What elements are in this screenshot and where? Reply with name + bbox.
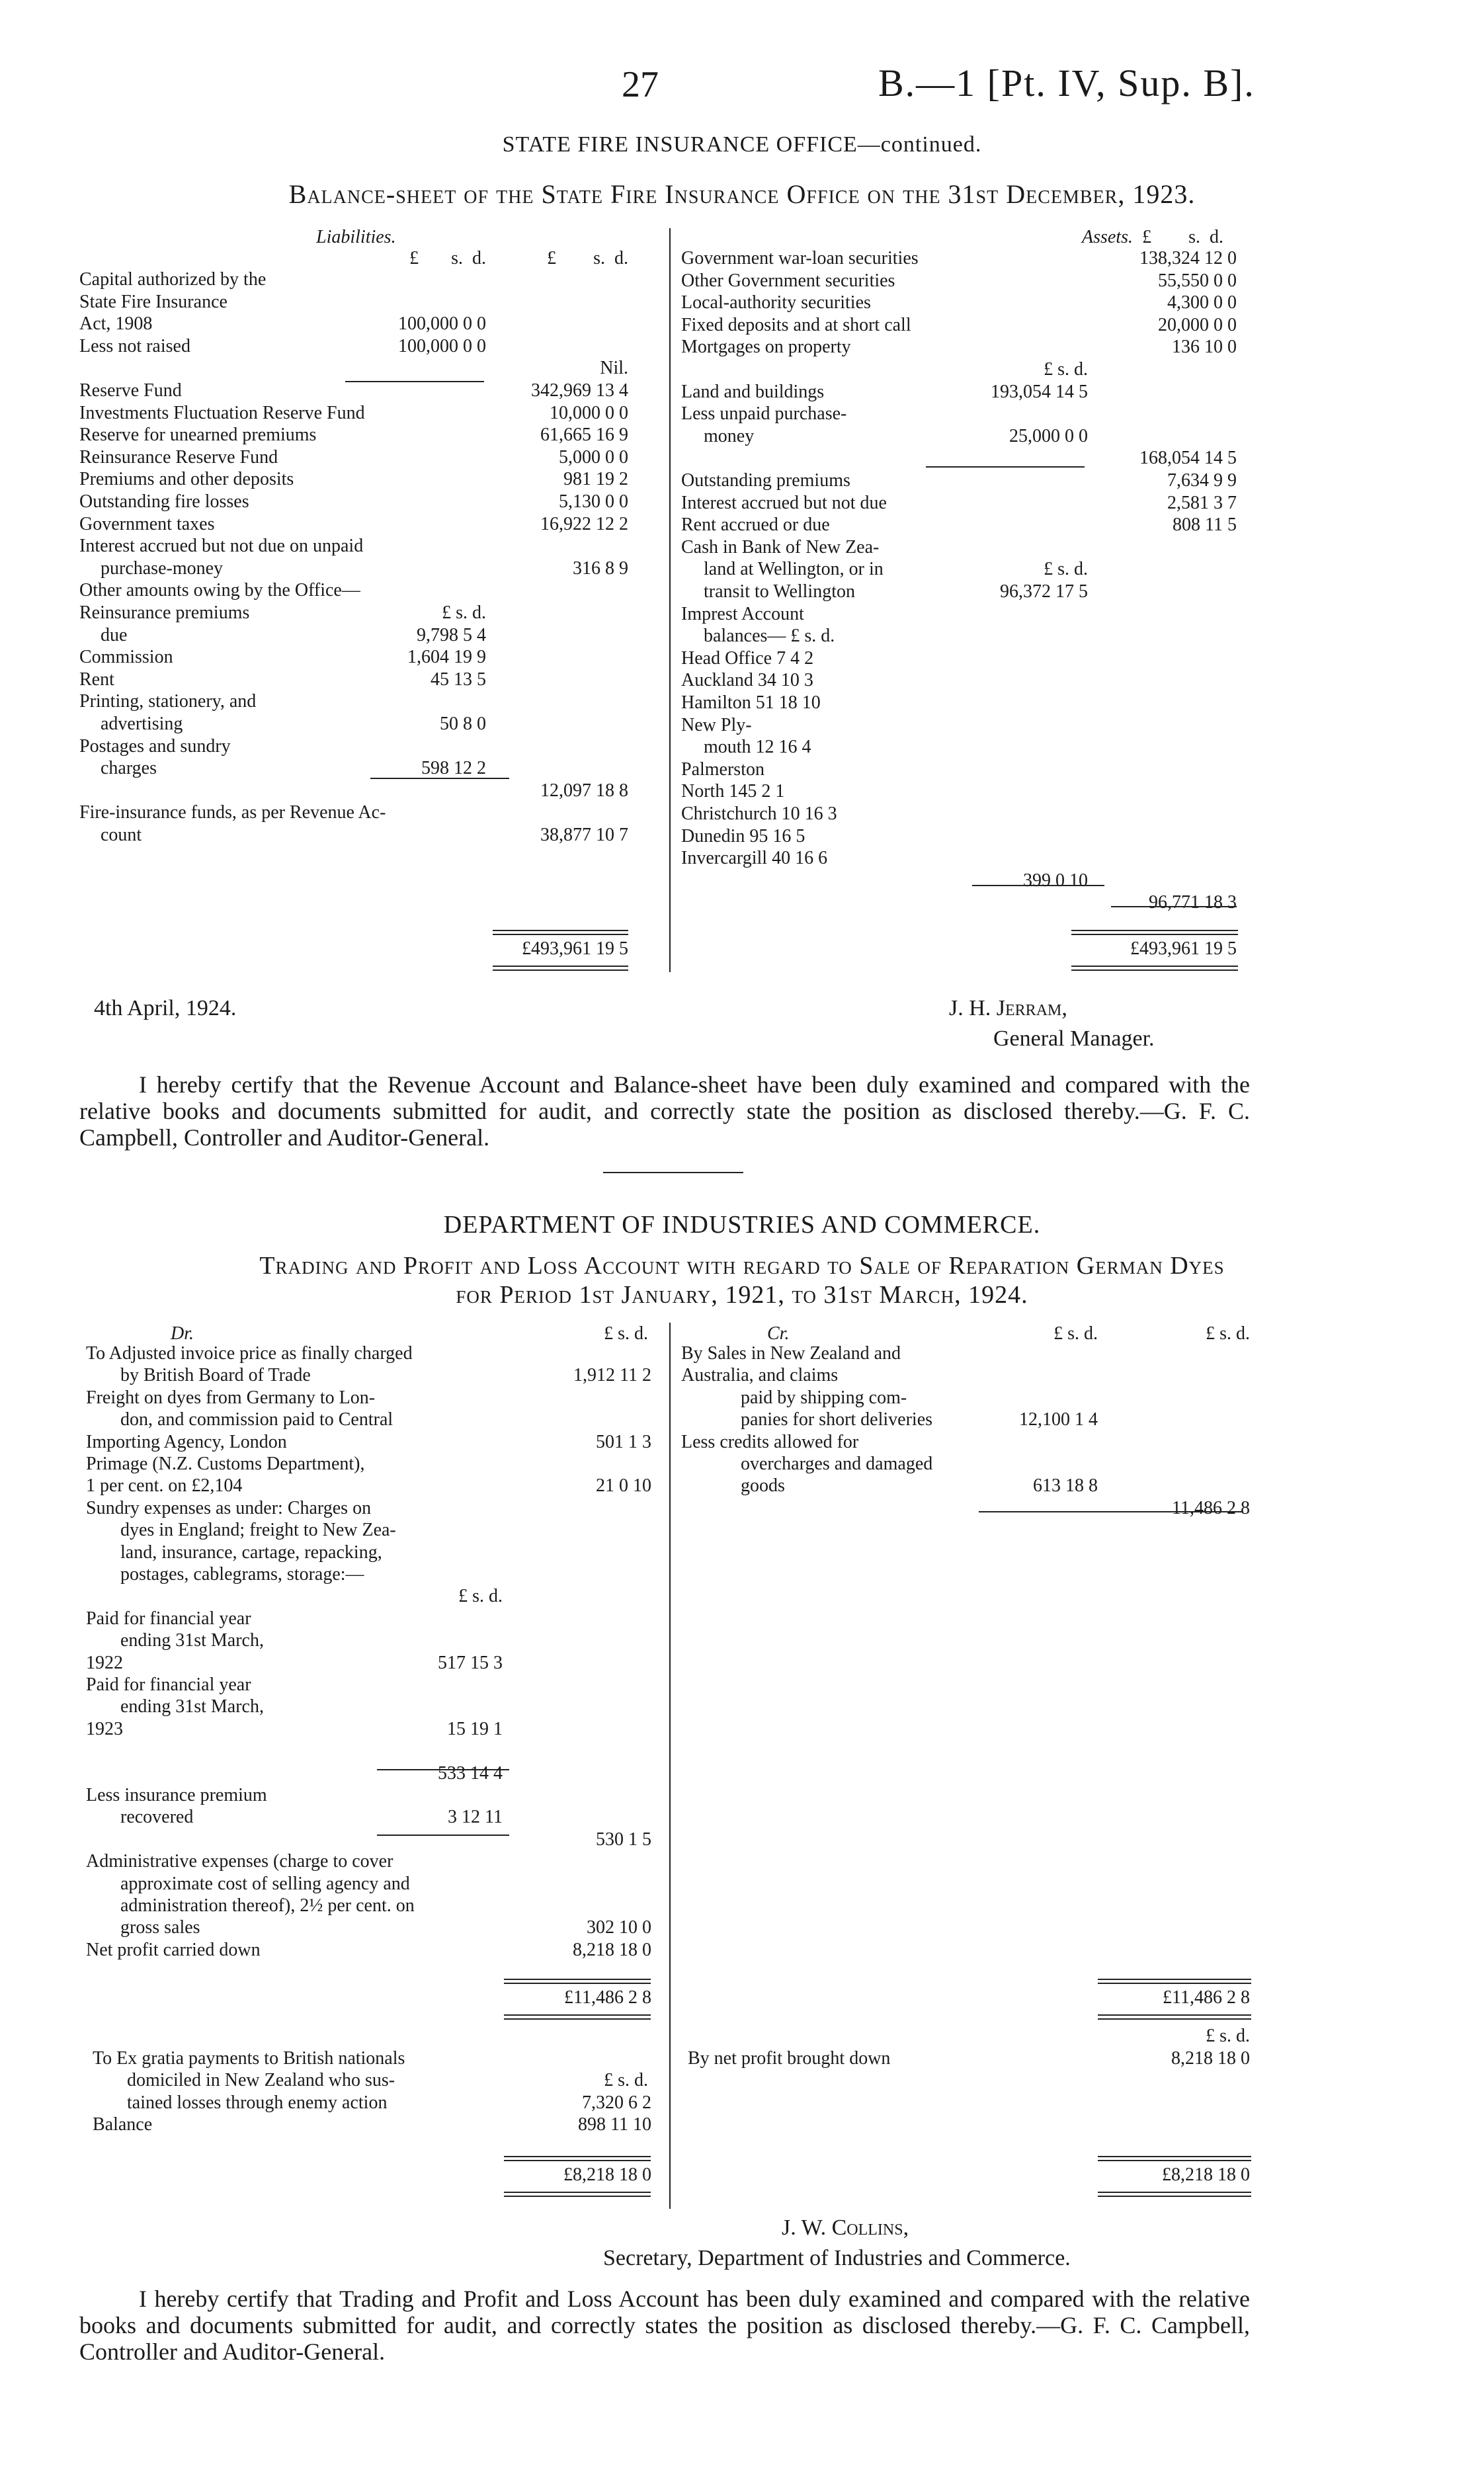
dept-section-title: DEPARTMENT OF INDUSTRIES AND COMMERCE.: [443, 1211, 1041, 1239]
debit-inner-amount: £ s. d.: [458, 1586, 503, 1607]
debit-outer-amount: 530 1 5: [596, 1829, 651, 1850]
debit-label: administration thereof), 2½ per cent. on: [120, 1895, 415, 1916]
assets-total-underline: [1071, 930, 1238, 935]
asset-outer-amount: 136 10 0: [1172, 337, 1237, 358]
liability-label: due: [101, 624, 128, 645]
liability-label: Reserve Fund: [79, 380, 182, 401]
liability-label: Reinsurance Reserve Fund: [79, 446, 278, 468]
asset-outer-amount: 96,771 18 3: [1149, 892, 1237, 913]
liability-outer-amount: 342,969 13 4: [531, 380, 628, 401]
asset-label: Palmerston: [681, 759, 764, 780]
asset-label: land at Wellington, or in: [704, 559, 884, 580]
fire-section-title: STATE FIRE INSURANCE OFFICE—continued.: [502, 132, 982, 157]
asset-label: Hamilton 51 18 10: [681, 692, 821, 713]
debit-label: Freight on dyes from Germany to Lon-: [86, 1387, 376, 1408]
debit-total-underline: [504, 1979, 651, 1984]
asset-inner-amount: 399 0 10: [1023, 870, 1088, 891]
debit-label: recovered: [120, 1807, 194, 1828]
subtotal-rule: [377, 1769, 509, 1770]
asset-label: transit to Wellington: [704, 581, 855, 602]
asset-label: Interest accrued but not due: [681, 492, 887, 513]
liability-inner-amount: 45 13 5: [431, 669, 486, 690]
assets-total-double-underline: [1071, 966, 1238, 971]
debit-total: £11,486 2 8: [564, 1987, 651, 2008]
subtotal-rule: [926, 466, 1085, 468]
credit-outer-amount: 11,486 2 8: [1172, 1497, 1250, 1518]
asset-label: Invercargill 40 16 6: [681, 848, 828, 869]
asset-label: Outstanding premiums: [681, 470, 850, 491]
liability-label: Investments Fluctuation Reserve Fund: [79, 402, 365, 423]
asset-outer-amount: 808 11 5: [1173, 515, 1237, 536]
liability-inner-amount: 100,000 0 0: [398, 335, 486, 356]
dept-signatory-title: Secretary, Department of Industries and Commerce.: [603, 2246, 1071, 2270]
assets-money-head: £ s. d.: [1142, 227, 1223, 247]
liability-label: Reinsurance premiums: [79, 602, 250, 623]
balance-sheet-divider: [669, 228, 671, 972]
debit-money-head: £ s. d.: [604, 1323, 648, 1344]
asset-label: Less unpaid purchase-: [681, 403, 847, 425]
credit-total-underline: [1098, 1979, 1251, 1984]
debit-label: ending 31st March,: [120, 1630, 264, 1651]
debit-label: Administrative expenses (charge to cover: [86, 1851, 393, 1872]
credit-total-double-underline: [1098, 2014, 1251, 2020]
debit-label: 1 per cent. on £2,104: [86, 1475, 243, 1497]
liability-outer-amount: Nil.: [600, 358, 628, 379]
liability-outer-amount: 316 8 9: [573, 557, 628, 579]
asset-outer-amount: 55,550 0 0: [1158, 270, 1237, 291]
liability-label: Premiums and other deposits: [79, 469, 294, 490]
liabilities-total: £493,961 19 5: [522, 938, 628, 959]
liabilities-heading: Liabilities.: [316, 227, 396, 247]
debit-label: dyes in England; freight to New Zea-: [120, 1520, 396, 1541]
debit-label: To Adjusted invoice price as finally charged: [86, 1343, 413, 1364]
liabilities-total-double-underline: [493, 966, 628, 971]
asset-inner-amount: 25,000 0 0: [1009, 425, 1088, 446]
debit-label: Importing Agency, London: [86, 1431, 287, 1452]
credit-label: Australia, and claims: [681, 1365, 839, 1386]
debit-outer-amount: 1,912 11 2: [573, 1365, 651, 1386]
liability-inner-amount: 1,604 19 9: [407, 647, 486, 668]
subtotal-rule: [377, 1835, 509, 1836]
dept-account-subtitle-line1: Trading and Profit and Loss Account with regard to Sale of Reparation German Dyes: [259, 1252, 1225, 1280]
liability-label: Fire-insurance funds, as per Revenue Ac-: [79, 802, 386, 823]
debit-label: gross sales: [120, 1917, 200, 1938]
debit-label: Paid for financial year: [86, 1608, 251, 1629]
liabilities-money-head-outer: £ s. d.: [547, 248, 628, 268]
credit-label: paid by shipping com-: [741, 1387, 907, 1408]
credit-label: overcharges and damaged: [741, 1454, 933, 1474]
subtotal-rule: [979, 1511, 1243, 1512]
credit-label: Less credits allowed for: [681, 1431, 859, 1452]
fire-signatory-name: J. H. Jerram,: [949, 996, 1067, 1020]
dept-account-subtitle-line2: for Period 1st January, 1921, to 31st March, 1924.: [456, 1281, 1028, 1309]
liability-label: Postages and sundry: [79, 735, 231, 757]
debit-inner-amount: 15 19 1: [447, 1718, 503, 1739]
debit-inner-amount: 3 12 11: [448, 1807, 503, 1828]
debit2-outer-amount: 898 11 10: [578, 2114, 651, 2135]
asset-outer-amount: 4,300 0 0: [1167, 292, 1237, 313]
debit-total-double-underline: [504, 2014, 651, 2020]
liabilities-money-head-inner: £ s. d.: [409, 248, 486, 268]
debit-inner-amount: 517 15 3: [438, 1652, 503, 1673]
debit-inner-amount: 533 14 4: [438, 1762, 503, 1784]
asset-label: Rent accrued or due: [681, 515, 830, 536]
asset-inner-amount: £ s. d.: [1044, 359, 1088, 380]
liability-label: Reserve for unearned premiums: [79, 425, 317, 446]
liability-label: advertising: [101, 714, 183, 734]
credit-total: £11,486 2 8: [1163, 1987, 1250, 2008]
liability-label: Less not raised: [79, 335, 190, 356]
debit2-label: domiciled in New Zealand who sus-: [127, 2070, 395, 2091]
debit-label: Net profit carried down: [86, 1939, 261, 1960]
liability-outer-amount: 5,130 0 0: [559, 491, 628, 512]
liability-label: purchase-money: [101, 557, 224, 579]
debit-label: postages, cablegrams, storage:—: [120, 1564, 364, 1585]
debit-label: don, and commission paid to Central: [120, 1409, 393, 1430]
asset-label: Other Government securities: [681, 270, 895, 291]
fire-balance-sheet-subtitle: Balance-sheet of the State Fire Insurance Office on the 31st December, 1923.: [288, 179, 1196, 209]
credit2-label: By net profit brought down: [688, 2048, 891, 2069]
debit2-label: tained losses through enemy action: [127, 2092, 388, 2113]
asset-label: Imprest Account: [681, 603, 804, 624]
debit-label: Sundry expenses as under: Charges on: [86, 1497, 372, 1518]
liability-inner-amount: 9,798 5 4: [417, 624, 486, 645]
asset-outer-amount: 138,324 12 0: [1139, 248, 1237, 268]
credit-inner-amount: 12,100 1 4: [1019, 1409, 1098, 1430]
liability-label: State Fire Insurance: [79, 291, 227, 312]
debit2-total: £8,218 18 0: [563, 2165, 651, 2185]
debit2-inner-amount: £ s. d.: [604, 2070, 648, 2091]
liability-label: Interest accrued but not due on unpaid: [79, 536, 364, 557]
credit-label: goods: [741, 1475, 785, 1497]
page-number: 27: [622, 64, 659, 105]
debit-label: 1923: [86, 1718, 123, 1739]
credit-inner-amount: 613 18 8: [1033, 1475, 1098, 1497]
credit2-total-underline: [1098, 2156, 1251, 2161]
asset-inner-amount: 96,372 17 5: [1000, 581, 1088, 602]
document-reference: B.—1 [Pt. IV, Sup. B].: [878, 62, 1255, 104]
asset-inner-amount: 193,054 14 5: [991, 381, 1088, 402]
liability-outer-amount: 5,000 0 0: [559, 446, 628, 468]
debit2-label: To Ex gratia payments to British nationals: [93, 2048, 405, 2069]
asset-label: Dunedin 95 16 5: [681, 825, 805, 846]
debit-label: Paid for financial year: [86, 1674, 251, 1695]
asset-label: Government war-loan securities: [681, 248, 919, 268]
asset-label: New Ply-: [681, 714, 752, 735]
credit-label: By Sales in New Zealand and: [681, 1343, 901, 1364]
debit-label: Primage (N.Z. Customs Department),: [86, 1454, 365, 1474]
asset-outer-amount: 2,581 3 7: [1167, 492, 1237, 513]
liability-label: Commission: [79, 647, 173, 668]
asset-label: mouth 12 16 4: [704, 737, 811, 758]
asset-label: Local-authority securities: [681, 292, 871, 313]
credit2-money-head: £ s. d.: [1206, 2026, 1250, 2046]
debit-outer-amount: 8,218 18 0: [573, 1939, 651, 1960]
liability-label: Rent: [79, 669, 114, 690]
liability-outer-amount: 61,665 16 9: [540, 425, 628, 446]
liability-outer-amount: 10,000 0 0: [550, 402, 628, 423]
asset-label: balances— £ s. d.: [704, 626, 835, 647]
liability-label: Outstanding fire losses: [79, 491, 249, 512]
credit2-total-double-underline: [1098, 2192, 1251, 2197]
liabilities-total-underline: [493, 930, 628, 935]
liability-outer-amount: 16,922 12 2: [540, 513, 628, 534]
debit-outer-amount: 302 10 0: [587, 1917, 651, 1938]
liability-inner-amount: 50 8 0: [440, 714, 486, 734]
fire-auditor-certificate: I hereby certify that the Revenue Account and Balance-sheet have been duly examined and compared with the relative books and documents submitted for audit, and correctly state the position as disclosed thereby.—G. F. C. Campbell, Controller and Auditor-General.: [79, 1071, 1250, 1151]
debit2-total-underline: [504, 2156, 651, 2161]
debit-label: ending 31st March,: [120, 1696, 264, 1717]
liability-inner-amount: 598 12 2: [421, 758, 486, 779]
liability-label: Act, 1908: [79, 313, 153, 335]
credit2-outer-amount: 8,218 18 0: [1171, 2048, 1250, 2069]
dept-signatory-name: J. W. Collins,: [782, 2215, 909, 2240]
asset-outer-amount: 168,054 14 5: [1139, 448, 1237, 469]
asset-inner-amount: £ s. d.: [1044, 559, 1088, 580]
debit-label: land, insurance, cartage, repacking,: [120, 1542, 382, 1563]
liability-label: Government taxes: [79, 513, 215, 534]
debit-label: Less insurance premium: [86, 1785, 267, 1805]
debit-outer-amount: 501 1 3: [596, 1431, 651, 1452]
asset-outer-amount: 20,000 0 0: [1158, 314, 1237, 335]
asset-label: North 145 2 1: [681, 781, 785, 802]
trading-account-divider: [669, 1323, 671, 2209]
credit2-total: £8,218 18 0: [1162, 2165, 1250, 2185]
liability-label: Printing, stationery, and: [79, 691, 257, 712]
debit2-outer-amount: 7,320 6 2: [582, 2092, 651, 2113]
liability-label: count: [101, 825, 142, 845]
assets-heading: Assets.: [1082, 227, 1133, 247]
credit-heading: Cr.: [767, 1323, 790, 1344]
assets-total: £493,961 19 5: [1130, 938, 1237, 959]
debit-label: approximate cost of selling agency and: [120, 1873, 410, 1894]
liability-inner-amount: £ s. d.: [442, 602, 486, 623]
asset-label: Head Office 7 4 2: [681, 647, 814, 669]
asset-label: Fixed deposits and at short call: [681, 314, 911, 335]
debit-label: by British Board of Trade: [120, 1365, 311, 1386]
credit-money-head-outer: £ s. d.: [1206, 1323, 1250, 1344]
asset-label: Auckland 34 10 3: [681, 670, 813, 691]
asset-label: money: [704, 425, 755, 446]
asset-label: Land and buildings: [681, 381, 825, 402]
dept-auditor-certificate: I hereby certify that Trading and Profit and Loss Account has been duly examined and compared with the relative books and documents submitted for audit, and correctly states the position as disclosed thereby.—G. F. C. Campbell, Controller and Auditor-General.: [79, 2286, 1250, 2365]
debit-label: 1922: [86, 1652, 123, 1673]
liability-outer-amount: 12,097 18 8: [540, 780, 628, 801]
debit-heading: Dr.: [171, 1323, 194, 1344]
asset-outer-amount: 7,634 9 9: [1167, 470, 1237, 491]
debit2-total-double-underline: [504, 2192, 651, 2197]
liability-outer-amount: 981 19 2: [563, 469, 628, 490]
debit-outer-amount: 21 0 10: [596, 1475, 651, 1497]
liability-label: Other amounts owing by the Office—: [79, 580, 360, 601]
subtotal-rule: [345, 381, 484, 382]
liability-label: Capital authorized by the: [79, 269, 267, 290]
asset-label: Christchurch 10 16 3: [681, 804, 837, 824]
credit-label: panies for short deliveries: [741, 1409, 933, 1430]
debit2-label: Balance: [93, 2114, 153, 2135]
liability-inner-amount: 100,000 0 0: [398, 313, 486, 335]
liability-outer-amount: 38,877 10 7: [540, 825, 628, 845]
subtotal-rule: [972, 885, 1104, 886]
liability-label: charges: [101, 758, 157, 779]
fire-signatory-title: General Manager.: [993, 1026, 1155, 1051]
subtotal-rule: [1111, 906, 1237, 907]
asset-label: Cash in Bank of New Zea-: [681, 536, 880, 557]
credit-money-head-inner: £ s. d.: [1053, 1323, 1098, 1344]
section-separator: [603, 1172, 743, 1173]
subtotal-rule: [370, 778, 509, 779]
asset-label: Mortgages on property: [681, 337, 851, 358]
fire-date: 4th April, 1924.: [94, 996, 237, 1020]
